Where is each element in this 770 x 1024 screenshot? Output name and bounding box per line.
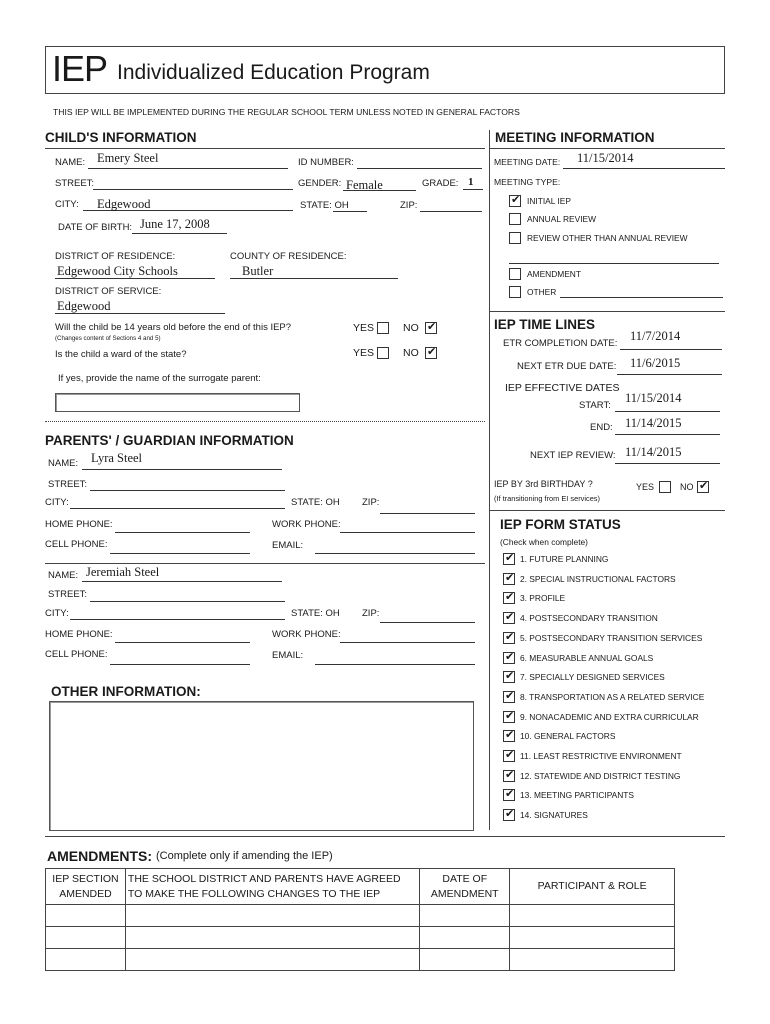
parent2-email-field[interactable] — [315, 664, 475, 665]
start-label: START: — [579, 400, 611, 411]
col-date-line1: DATE OF — [442, 873, 488, 886]
meeting-date-field[interactable] — [563, 168, 725, 169]
status-item-label: 12. STATEWIDE AND DISTRICT TESTING — [520, 771, 681, 781]
ward-yes-checkbox[interactable] — [377, 347, 389, 359]
meeting-type-label: MEETING TYPE: — [494, 177, 561, 187]
age14-yes-label: YES — [353, 322, 375, 334]
gender-label: GENDER: — [298, 178, 342, 189]
parent2-work-phone-label: WORK PHONE: — [272, 629, 341, 640]
amendments-table — [45, 868, 675, 971]
other-checkbox[interactable] — [509, 286, 521, 298]
status-item-label: 6. MEASURABLE ANNUAL GOALS — [520, 653, 654, 663]
parent1-cell-phone-field[interactable] — [110, 553, 250, 554]
end-label: END: — [590, 422, 613, 433]
review-other-field[interactable] — [509, 263, 719, 264]
dob-value: June 17, 2008 — [140, 217, 210, 231]
grade-value: 1 — [468, 176, 474, 188]
status-item-label: 7. SPECIALLY DESIGNED SERVICES — [520, 672, 665, 682]
id-number-label: ID NUMBER: — [298, 157, 354, 168]
name-field[interactable] — [88, 168, 288, 169]
surrogate-label: If yes, provide the name of the surrogate parent: — [58, 373, 261, 384]
zip-field[interactable] — [420, 211, 482, 212]
ward-no-checkbox[interactable] — [425, 347, 437, 359]
status-item-label: 9. NONACADEMIC AND EXTRA CURRICULAR — [520, 712, 699, 722]
parent1-work-phone-label: WORK PHONE: — [272, 519, 341, 530]
status-item-checkbox[interactable] — [503, 711, 515, 723]
city-value: Edgewood — [97, 197, 151, 211]
parent1-email-field[interactable] — [315, 553, 475, 554]
parent1-email-label: EMAIL: — [272, 540, 304, 551]
amendments-heading: AMENDMENTS: — [47, 848, 152, 864]
age14-no-label: NO — [403, 322, 419, 334]
dob-field[interactable] — [132, 233, 227, 234]
county-residence-value: Butler — [242, 264, 274, 278]
age14-note: (Changes content of Sections 4 and 5) — [55, 335, 161, 342]
other-type-field[interactable] — [560, 297, 723, 298]
etr-completion-value: 11/7/2014 — [630, 329, 681, 343]
table-cell[interactable] — [510, 927, 675, 949]
age14-question: Will the child be 14 years old before the end of this IEP? — [55, 322, 292, 333]
ward-yes-label: YES — [353, 347, 375, 359]
divider — [489, 148, 725, 149]
parent1-zip-field[interactable] — [380, 513, 475, 514]
status-item-label: 1. FUTURE PLANNING — [520, 554, 609, 564]
status-item-label: 13. MEETING PARTICIPANTS — [520, 790, 635, 800]
start-value: 11/15/2014 — [625, 391, 682, 405]
state-label: STATE: OH — [300, 200, 349, 211]
status-item-checkbox[interactable] — [503, 573, 515, 585]
col-date-line2: AMENDMENT — [430, 887, 499, 900]
table-cell[interactable] — [510, 905, 675, 927]
table-cell[interactable] — [420, 905, 510, 927]
parent2-home-phone-label: HOME PHONE: — [45, 629, 113, 640]
ward-no-label: NO — [403, 347, 419, 359]
meeting-date-label: MEETING DATE: — [494, 157, 561, 167]
state-underline — [333, 211, 367, 212]
birthday-label: IEP BY 3rd BIRTHDAY ? — [494, 479, 593, 489]
amendment-checkbox[interactable] — [509, 268, 521, 280]
status-item-checkbox[interactable] — [503, 691, 515, 703]
table-cell[interactable] — [420, 949, 510, 971]
birthday-no-checkbox[interactable] — [697, 481, 709, 493]
parent2-name-value: Jeremiah Steel — [86, 565, 160, 579]
parent2-work-phone-field[interactable] — [340, 642, 475, 643]
zip-label: ZIP: — [400, 200, 418, 211]
divider — [45, 148, 485, 149]
divider — [489, 510, 725, 511]
status-item-label: 4. POSTSECONDARY TRANSITION — [520, 613, 658, 623]
name-label: NAME: — [55, 157, 86, 168]
status-item-label: 8. TRANSPORTATION AS A RELATED SERVICE — [520, 692, 705, 702]
table-cell[interactable] — [125, 927, 419, 949]
table-cell[interactable] — [46, 905, 126, 927]
parents-heading: PARENTS' / GUARDIAN INFORMATION — [45, 433, 294, 448]
surrogate-input[interactable] — [55, 393, 300, 412]
status-item-checkbox[interactable] — [503, 730, 515, 742]
id-number-field[interactable] — [357, 168, 482, 169]
parent2-state-label: STATE: OH — [291, 608, 340, 619]
annual-review-label: ANNUAL REVIEW — [527, 214, 597, 224]
iep-logo-text: IEP — [52, 48, 108, 89]
meeting-info-heading: MEETING INFORMATION — [495, 130, 655, 145]
divider — [45, 563, 485, 564]
status-item-label: 10. GENERAL FACTORS — [520, 731, 616, 741]
start-field[interactable] — [615, 411, 720, 412]
parent2-cell-phone-field[interactable] — [110, 664, 250, 665]
street-label: STREET: — [55, 178, 95, 189]
parent1-street-label: STREET: — [48, 479, 88, 490]
parent1-work-phone-field[interactable] — [340, 532, 475, 533]
etr-completion-field[interactable] — [620, 349, 722, 350]
initial-iep-label: INITIAL IEP — [527, 196, 571, 206]
other-info-heading: OTHER INFORMATION: — [51, 684, 201, 699]
table-cell[interactable] — [46, 927, 126, 949]
timelines-heading: IEP TIME LINES — [494, 317, 596, 332]
grade-label: GRADE: — [422, 178, 459, 189]
parent2-city-label: CITY: — [45, 608, 69, 619]
status-item-checkbox[interactable] — [503, 750, 515, 762]
table-cell[interactable] — [420, 927, 510, 949]
age14-no-checkbox[interactable] — [425, 322, 437, 334]
dob-label: DATE OF BIRTH: — [58, 222, 133, 233]
status-item-checkbox[interactable] — [503, 652, 515, 664]
district-service-label: DISTRICT OF SERVICE: — [55, 286, 162, 297]
table-cell[interactable] — [510, 949, 675, 971]
status-item-checkbox[interactable] — [503, 632, 515, 644]
parent2-zip-label: ZIP: — [362, 608, 380, 619]
effective-dates-label: IEP EFFECTIVE DATES — [505, 382, 620, 394]
col-date-header — [420, 869, 510, 905]
district-service-value: Edgewood — [57, 299, 111, 313]
page-title: Individualized Education Program — [117, 61, 430, 84]
parent2-name-label: NAME: — [48, 570, 79, 581]
next-review-value: 11/14/2015 — [625, 445, 682, 459]
table-cell[interactable] — [46, 949, 126, 971]
grade-field[interactable] — [463, 189, 483, 190]
parent1-name-value: Lyra Steel — [91, 451, 143, 465]
divider — [45, 421, 485, 422]
table-row — [46, 949, 675, 971]
parent1-name-field[interactable] — [82, 469, 282, 470]
initial-iep-checkbox[interactable] — [509, 195, 521, 207]
col-section-line2: AMENDED — [59, 887, 112, 900]
age14-yes-checkbox[interactable] — [377, 322, 389, 334]
parent2-street-field[interactable] — [90, 601, 285, 602]
next-review-field[interactable] — [615, 463, 720, 464]
col-section-header — [46, 869, 126, 905]
col-changes-header — [125, 869, 419, 905]
parent1-street-field[interactable] — [90, 490, 285, 491]
parent1-cell-phone-label: CELL PHONE: — [45, 539, 108, 550]
amendments-note: (Complete only if amending the IEP) — [156, 850, 333, 862]
birthday-no-label: NO — [680, 482, 694, 492]
next-review-label: NEXT IEP REVIEW: — [530, 450, 616, 461]
birthday-note: (If transitioning from EI services) — [494, 494, 600, 503]
col-section-line1: IEP SECTION — [52, 873, 119, 886]
status-item-label: 5. POSTSECONDARY TRANSITION SERVICES — [520, 633, 703, 643]
parent1-city-label: CITY: — [45, 497, 69, 508]
parent2-email-label: EMAIL: — [272, 650, 304, 661]
divider — [489, 311, 725, 312]
status-item-label: 3. PROFILE — [520, 593, 566, 603]
other-info-textarea[interactable] — [49, 701, 474, 831]
next-etr-value: 11/6/2015 — [630, 356, 681, 370]
birthday-yes-label: YES — [636, 482, 655, 492]
status-item-checkbox[interactable] — [503, 770, 515, 782]
status-item-checkbox[interactable] — [503, 612, 515, 624]
district-residence-value: Edgewood City Schools — [57, 264, 178, 278]
annual-review-checkbox[interactable] — [509, 213, 521, 225]
street-field[interactable] — [93, 189, 293, 190]
city-label: CITY: — [55, 199, 79, 210]
meeting-date-value: 11/15/2014 — [577, 151, 634, 165]
subtitle: THIS IEP WILL BE IMPLEMENTED DURING THE REGULAR SCHOOL TERM UNLESS NOTED IN GENERAL FACTORS — [53, 107, 520, 117]
parent2-street-label: STREET: — [48, 589, 88, 600]
parent2-city-field[interactable] — [70, 619, 285, 620]
parent1-zip-label: ZIP: — [362, 497, 380, 508]
status-item-checkbox[interactable] — [503, 553, 515, 565]
ward-question: Is the child a ward of the state? — [55, 349, 187, 360]
table-row — [46, 905, 675, 927]
parent2-zip-field[interactable] — [380, 622, 475, 623]
form-status-note: (Check when complete) — [500, 537, 588, 547]
parent1-name-label: NAME: — [48, 458, 79, 469]
parent1-home-phone-field[interactable] — [115, 532, 250, 533]
end-value: 11/14/2015 — [625, 416, 682, 430]
status-item-checkbox[interactable] — [503, 809, 515, 821]
end-field[interactable] — [615, 434, 720, 435]
table-cell[interactable] — [125, 905, 419, 927]
birthday-yes-checkbox[interactable] — [659, 481, 671, 493]
divider — [489, 130, 490, 830]
status-item-checkbox[interactable] — [503, 592, 515, 604]
status-item-label: 11. LEAST RESTRICTIVE ENVIRONMENT — [520, 751, 682, 761]
child-name-value: Emery Steel — [97, 151, 159, 165]
amendment-label: AMENDMENT — [527, 269, 581, 279]
col-changes-line2: TO MAKE THE FOLLOWING CHANGES TO THE IEP — [127, 887, 381, 900]
status-item-checkbox[interactable] — [503, 671, 515, 683]
county-residence-label: COUNTY OF RESIDENCE: — [230, 251, 347, 262]
col-participant-header: PARTICIPANT & ROLE — [510, 869, 675, 905]
next-etr-field[interactable] — [617, 374, 722, 375]
gender-value: Female — [346, 178, 383, 192]
col-changes-line1: THE SCHOOL DISTRICT AND PARENTS HAVE AGREED — [127, 873, 401, 886]
parent1-state-label: STATE: OH — [291, 497, 340, 508]
parent2-home-phone-field[interactable] — [115, 642, 250, 643]
status-item-checkbox[interactable] — [503, 789, 515, 801]
parent1-city-field[interactable] — [70, 508, 285, 509]
status-item-label: 2. SPECIAL INSTRUCTIONAL FACTORS — [520, 574, 676, 584]
divider — [45, 836, 725, 837]
status-item-label: 14. SIGNATURES — [520, 810, 588, 820]
parent2-name-field[interactable] — [82, 581, 282, 582]
review-other-checkbox[interactable] — [509, 232, 521, 244]
other-type-label: OTHER — [527, 287, 557, 297]
next-etr-label: NEXT ETR DUE DATE: — [517, 361, 617, 372]
review-other-label: REVIEW OTHER THAN ANNUAL REVIEW — [527, 233, 688, 243]
table-row — [46, 927, 675, 949]
table-cell[interactable] — [125, 949, 419, 971]
form-status-heading: IEP FORM STATUS — [500, 517, 621, 532]
etr-completion-label: ETR COMPLETION DATE: — [503, 338, 618, 349]
parent2-cell-phone-label: CELL PHONE: — [45, 649, 108, 660]
district-residence-label: DISTRICT OF RESIDENCE: — [55, 251, 176, 262]
parent1-home-phone-label: HOME PHONE: — [45, 519, 113, 530]
child-info-heading: CHILD'S INFORMATION — [45, 130, 197, 145]
